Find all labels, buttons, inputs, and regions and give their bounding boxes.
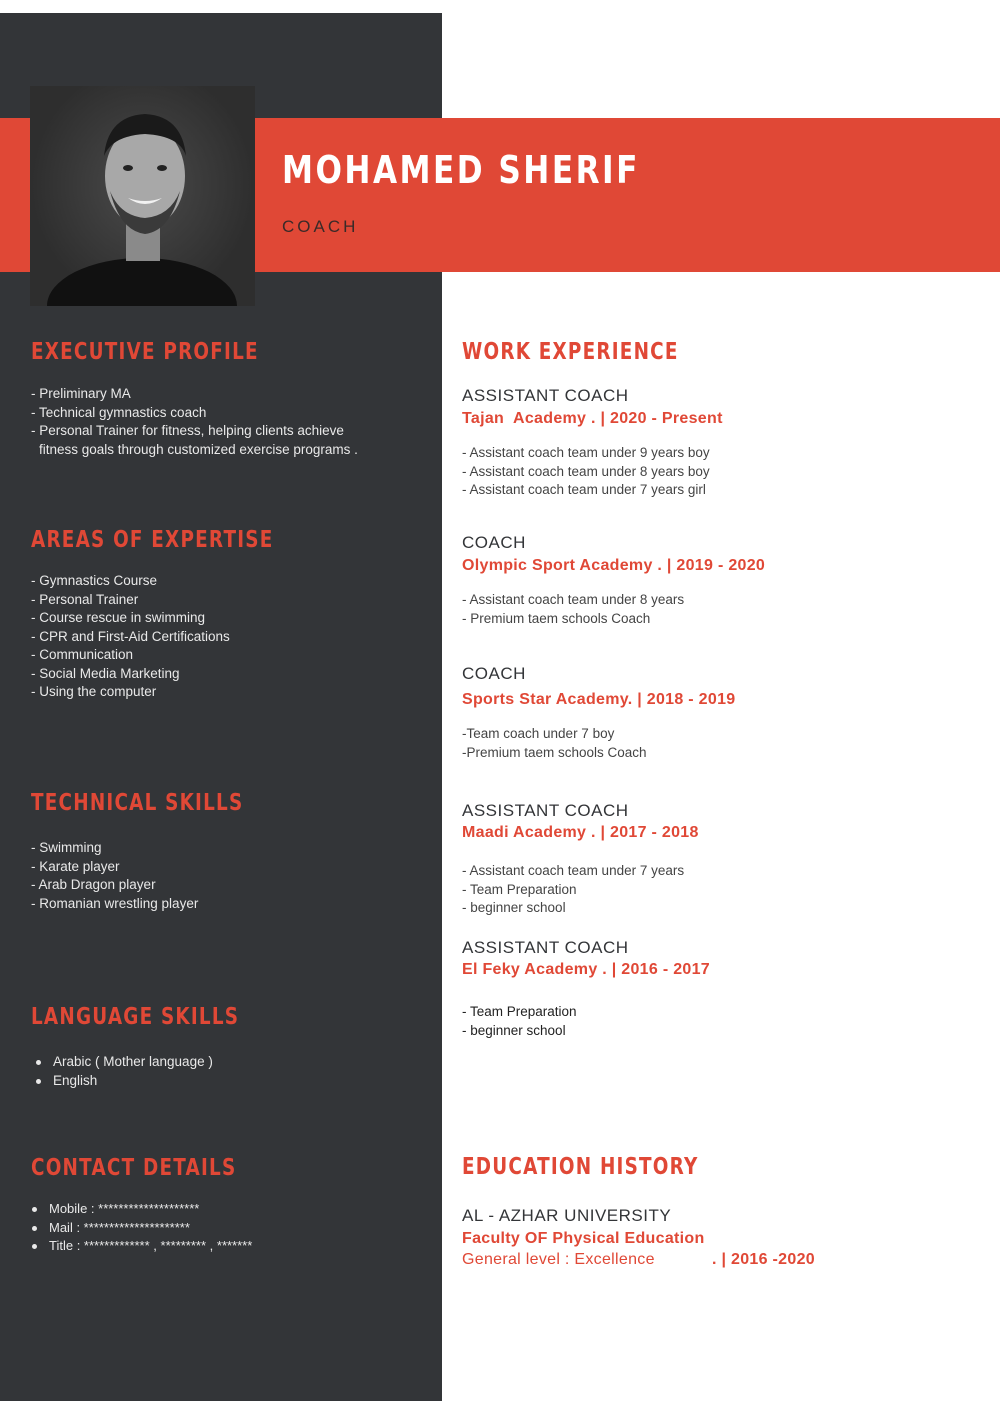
list-item: - Team Preparation xyxy=(462,1004,577,1019)
list-item: - Arab Dragon player xyxy=(31,877,156,892)
list-item: - Course rescue in swimming xyxy=(31,610,206,625)
technical-skills-title: TECHNICAL SKILLS xyxy=(31,790,244,816)
list-item: - Communication xyxy=(31,647,134,662)
education-years: . | 2016 -2020 xyxy=(712,1251,815,1268)
contact-mail: Mail : ********************* xyxy=(32,1219,252,1238)
education-faculty: Faculty OF Physical Education xyxy=(462,1230,705,1247)
profile-photo xyxy=(30,86,255,306)
header-banner xyxy=(255,118,1000,272)
list-item: - Assistant coach team under 9 years boy xyxy=(462,445,710,460)
list-item: - CPR and First-Aid Certifications xyxy=(31,628,230,644)
list-item: - Romanian wrestling player xyxy=(31,895,199,911)
work-experience-title: WORK EXPERIENCE xyxy=(462,339,679,365)
expertise-title: AREAS OF EXPERTISE xyxy=(31,527,274,553)
job-title: ASSISTANT COACH xyxy=(462,386,629,405)
contact-details-list xyxy=(32,1200,252,1256)
candidate-role: COACH xyxy=(282,217,359,236)
list-item: - Gymnastics Course xyxy=(31,573,158,588)
education-level: General level : Excellence xyxy=(462,1251,655,1268)
job-duties xyxy=(462,725,647,762)
education-history-title: EDUCATION HISTORY xyxy=(462,1154,699,1180)
expertise-list xyxy=(31,572,361,702)
list-item: - Personal Trainer for fitness, helping clients achieve fitness goals through customized exercise programs . xyxy=(31,423,358,457)
list-item: - Social Media Marketing xyxy=(31,665,180,681)
job-title: COACH xyxy=(462,533,526,552)
list-item: - Team Preparation xyxy=(462,881,577,897)
job-title: COACH xyxy=(462,664,526,683)
list-item: - Assistant coach team under 7 years xyxy=(462,863,685,878)
list-item: - beginner school xyxy=(462,1022,566,1038)
list-item: - Karate player xyxy=(31,858,120,874)
job-duties xyxy=(462,591,684,628)
list-item: - Assistant coach team under 8 years xyxy=(462,592,685,607)
candidate-name: MOHAMED SHERIF xyxy=(282,148,640,192)
job-duties xyxy=(462,862,684,918)
education-school: AL - AZHAR UNIVERSITY xyxy=(462,1206,672,1225)
list-item: - Personal Trainer xyxy=(31,591,139,607)
list-item: - Swimming xyxy=(31,840,102,855)
list-item: Arabic ( Mother language ) xyxy=(36,1053,213,1072)
list-item: - beginner school xyxy=(462,900,566,915)
job-duties xyxy=(462,1003,577,1040)
job-title: ASSISTANT COACH xyxy=(462,938,629,957)
contact-title: Title : ************* , ********* , ******* xyxy=(32,1237,252,1256)
list-item: - Premium taem schools Coach xyxy=(462,610,651,626)
job-duties xyxy=(462,444,710,500)
person-portrait-icon xyxy=(30,86,255,306)
executive-profile-list xyxy=(31,385,361,459)
list-item: -Premium taem schools Coach xyxy=(462,744,647,760)
job-org: El Feky Academy . | 2016 - 2017 xyxy=(462,961,710,978)
list-item: - Assistant coach team under 7 years girl xyxy=(462,482,706,497)
job-org: Tajan Academy . | 2020 - Present xyxy=(462,410,723,427)
list-item: - Preliminary MA xyxy=(31,386,131,401)
executive-profile-title: EXECUTIVE PROFILE xyxy=(31,339,259,365)
list-item: - Assistant coach team under 8 years boy xyxy=(462,463,710,479)
job-org: Sports Star Academy. | 2018 - 2019 xyxy=(462,691,736,708)
list-item: - Using the computer xyxy=(31,684,157,699)
list-item: -Team coach under 7 boy xyxy=(462,726,615,741)
contact-details-title: CONTACT DETAILS xyxy=(31,1155,237,1181)
list-item: - Technical gymnastics coach xyxy=(31,404,207,420)
list-item: English xyxy=(36,1072,213,1091)
job-org: Maadi Academy . | 2017 - 2018 xyxy=(462,824,699,841)
language-skills-list xyxy=(36,1053,213,1090)
contact-mobile: Mobile : ******************** xyxy=(32,1200,252,1219)
job-title: ASSISTANT COACH xyxy=(462,801,629,820)
header-banner-left xyxy=(0,118,30,272)
language-skills-title: LANGUAGE SKILLS xyxy=(31,1004,240,1030)
job-org: Olympic Sport Academy . | 2019 - 2020 xyxy=(462,557,766,574)
technical-skills-list xyxy=(31,839,361,913)
